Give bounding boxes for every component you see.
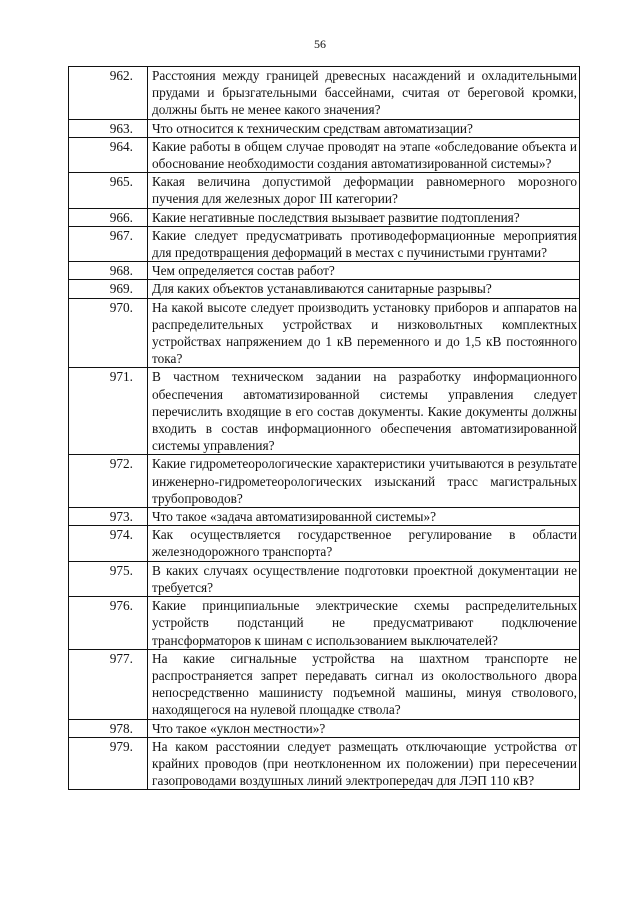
table-row bbox=[69, 226, 580, 261]
table-row bbox=[69, 649, 580, 719]
question-number: 975. bbox=[69, 561, 148, 596]
question-number: 979. bbox=[69, 737, 148, 790]
table-row bbox=[69, 137, 580, 172]
question-number: 965. bbox=[69, 173, 148, 208]
question-number: 976. bbox=[69, 597, 148, 650]
question-text: На каком расстоянии следует размещать отключающие устройства от крайних проводов (при неотклоненном их положении) при пересечении газопроводами воздушных линий электропередач для ЛЭП 110 кВ? bbox=[148, 737, 580, 790]
question-text: Как осуществляется государственное регулирование в области железнодорожного транспорта? bbox=[148, 526, 580, 561]
question-text: Что такое «уклон местности»? bbox=[148, 719, 580, 737]
question-number: 978. bbox=[69, 719, 148, 737]
question-text: Для каких объектов устанавливаются санитарные разрывы? bbox=[148, 280, 580, 298]
table-row bbox=[69, 719, 580, 737]
question-number: 970. bbox=[69, 298, 148, 368]
table-row bbox=[69, 208, 580, 226]
table-row bbox=[69, 280, 580, 298]
question-text: Что относится к техническим средствам автоматизации? bbox=[148, 119, 580, 137]
table-row bbox=[69, 119, 580, 137]
table-row bbox=[69, 597, 580, 650]
question-number: 971. bbox=[69, 368, 148, 455]
table-row bbox=[69, 298, 580, 368]
table-row bbox=[69, 455, 580, 508]
question-text: Расстояния между границей древесных насаждений и охладительными прудами и брызгательными бассейнами, считая от береговой кромки, должны быть не менее какого значения? bbox=[148, 67, 580, 120]
question-text: Какие принципиальные электрические схемы распределительных устройств подстанций не предусматривают подключение трансформаторов к шинам с использованием выключателей? bbox=[148, 597, 580, 650]
table-row bbox=[69, 368, 580, 455]
table-row bbox=[69, 262, 580, 280]
question-number: 977. bbox=[69, 649, 148, 719]
table-row bbox=[69, 508, 580, 526]
question-text: Какие гидрометеорологические характеристики учитываются в результате инженерно-гидрометеорологических изысканий трасс магистральных трубопроводов? bbox=[148, 455, 580, 508]
question-number: 969. bbox=[69, 280, 148, 298]
table-row bbox=[69, 67, 580, 120]
question-text: В каких случаях осуществление подготовки проектной документации не требуется? bbox=[148, 561, 580, 596]
question-text: Что такое «задача автоматизированной системы»? bbox=[148, 508, 580, 526]
table-row bbox=[69, 737, 580, 790]
question-number: 973. bbox=[69, 508, 148, 526]
question-text: Чем определяется состав работ? bbox=[148, 262, 580, 280]
question-text: Какие следует предусматривать противодеформационные мероприятия для предотвращения деформаций в местах с пучинистыми грунтами? bbox=[148, 226, 580, 261]
table-row bbox=[69, 561, 580, 596]
table-row bbox=[69, 173, 580, 208]
questions-table bbox=[68, 66, 580, 790]
question-text: Какая величина допустимой деформации равномерного морозного пучения для железных дорог III категории? bbox=[148, 173, 580, 208]
question-number: 962. bbox=[69, 67, 148, 120]
question-number: 972. bbox=[69, 455, 148, 508]
page-number: 56 bbox=[314, 37, 326, 51]
question-number: 963. bbox=[69, 119, 148, 137]
question-text: Какие негативные последствия вызывает развитие подтопления? bbox=[148, 208, 580, 226]
question-text: На какие сигнальные устройства на шахтном транспорте не распространяется запрет передавать сигнал из околоствольного двора непосредственно машинисту подъемной машины, минуя стволового, находящегося на нулевой площадке ствола? bbox=[148, 649, 580, 719]
question-number: 968. bbox=[69, 262, 148, 280]
question-number: 974. bbox=[69, 526, 148, 561]
question-number: 964. bbox=[69, 137, 148, 172]
question-text: В частном техническом задании на разработку информационного обеспечения автоматизированной системы управления следует перечислить входящие в его состав документы. Какие документы должны входить в состав информационного обеспечения автоматизированной системы управления? bbox=[148, 368, 580, 455]
question-text: На какой высоте следует производить установку приборов и аппаратов на распределительных устройствах и низковольтных комплектных устройствах напряжением до 1 кВ переменного и до 1,5 кВ постоянного тока? bbox=[148, 298, 580, 368]
table-row bbox=[69, 526, 580, 561]
question-number: 967. bbox=[69, 226, 148, 261]
question-number: 966. bbox=[69, 208, 148, 226]
question-text: Какие работы в общем случае проводят на этапе «обследование объекта и обоснование необходимости создания автоматизированной системы»? bbox=[148, 137, 580, 172]
